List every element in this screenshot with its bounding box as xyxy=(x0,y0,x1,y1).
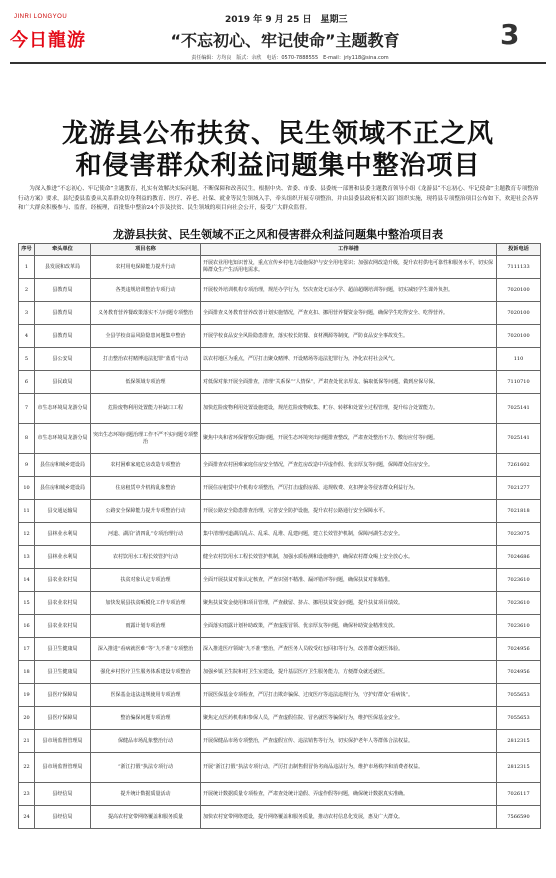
cell-measures: 加强乡镇卫生院和村卫生室建设，提升基层医疗卫生服务能力，方便群众就近就医。 xyxy=(201,661,497,684)
cell-measures: 聚焦中央和省环保督察反馈问题，开展生态环境突出问题排查整改，严肃查处整治不力、敷衍应付等问题。 xyxy=(201,424,497,454)
cell-lead-unit: 县市场监督管理局 xyxy=(35,730,91,753)
table-row xyxy=(19,569,541,592)
cell-project-name: 低保领域专项治理 xyxy=(91,371,201,394)
cell-hotline: 7021818 xyxy=(497,500,541,523)
cell-project-name: 提升统计数据质量活动 xyxy=(91,783,201,806)
cell-index: 16 xyxy=(19,615,35,638)
table-row xyxy=(19,546,541,569)
logo-subtitle: JINRI LONGYOU xyxy=(14,14,68,20)
cell-index: 19 xyxy=(19,684,35,707)
cell-measures: 加快农村宽带网络建设，提升网络覆盖和服务质量，推动农村信息化发展，惠及广大群众。 xyxy=(201,806,497,829)
headline-line-2: 和侵害群众利益问题集中整治项目 xyxy=(75,151,481,181)
issue-date: 2019 年 9 月 25 日 星期三 xyxy=(225,15,348,25)
cell-hotline: 7024686 xyxy=(497,546,541,569)
cell-project-name: 住房租赁中介机构乱象整治 xyxy=(91,477,201,500)
cell-measures: 全面落实雨露计划补助政策，严查虚报冒领、优亲厚友等问题，确保补助资金精准发放。 xyxy=(201,615,497,638)
cell-lead-unit: 县民政局 xyxy=(35,371,91,394)
cell-measures: 聚焦定点医药机构和参保人员，严查虚假住院、冒名就医等骗保行为，维护医保基金安全。 xyxy=(201,707,497,730)
cell-project-name: 深入推进“看病就医难”等“九不准”专项整治 xyxy=(91,638,201,661)
table-header-row xyxy=(19,244,541,256)
table-row xyxy=(19,730,541,753)
cell-lead-unit: 县教育局 xyxy=(35,325,91,348)
cell-measures: 全面排查农村困难家庭住房安全情况，严查危房改造中弄虚作假、优亲厚友等问题，保障群众住房安全。 xyxy=(201,454,497,477)
table-row xyxy=(19,661,541,684)
cell-project-name: 打击整治农村赌博违法犯罪“蓝盾”行动 xyxy=(91,348,201,371)
cell-project-name: 全县学校食品风险隐患问题集中整治 xyxy=(91,325,201,348)
cell-lead-unit: 县教育局 xyxy=(35,279,91,302)
cell-measures: 开展住房租赁中介机构专项整治，严厉打击虚假房源、违规收费、克扣押金等侵害群众利益行为。 xyxy=(201,477,497,500)
cell-hotline: 7020100 xyxy=(497,279,541,302)
cell-measures: 聚焦扶贫资金使用和项目管理，严查截留、挤占、挪用扶贫资金问题，提升扶贫项目绩效。 xyxy=(201,592,497,615)
cell-lead-unit: 县医疗保障局 xyxy=(35,707,91,730)
cell-hotline: 7026117 xyxy=(497,783,541,806)
cell-index: 9 xyxy=(19,454,35,477)
cell-measures: 全面排查义务教育营养改善计划实施情况，严查克扣、挪用营养餐资金等问题，确保学生吃得安全、吃得营养。 xyxy=(201,302,497,325)
table-row xyxy=(19,500,541,523)
cell-project-name: 农村用电保障能力提升行动 xyxy=(91,256,201,279)
cell-lead-unit: 县经信局 xyxy=(35,806,91,829)
cell-measures: 开展医保基金专项检查，严厉打击欺诈骗保、过度医疗等违法违规行为，守护好群众“看病钱”。 xyxy=(201,684,497,707)
cell-project-name: 河道、湖泊“清四乱”专项治理行动 xyxy=(91,523,201,546)
cell-hotline: 7023610 xyxy=(497,569,541,592)
cell-lead-unit: 县经信局 xyxy=(35,783,91,806)
headline-line-1: 龙游县公布扶贫、民生领域不正之风 xyxy=(61,119,494,149)
cell-project-name: 农村困难家庭危房改造专项整治 xyxy=(91,454,201,477)
cell-measures: 开展农业用电知识普及，重点宣传乡村电力设施保护与安全用电常识；加强农网改造升级，提升农村供电可靠性和服务水平，切实保障群众生产生活用电需求。 xyxy=(201,256,497,279)
table-row xyxy=(19,348,541,371)
cell-project-name: 强化乡村医疗卫生服务体系建设专项整治 xyxy=(91,661,201,684)
table-row xyxy=(19,783,541,806)
cell-measures: 全面开展扶贫对象认定核查，严查识别不精准、漏评错评等问题，确保扶贫对象精准。 xyxy=(201,569,497,592)
cell-measures: 开展学校食品安全风险隐患排查，落实校长陪餐、食材溯源等制度，严防食品安全事故发生。 xyxy=(201,325,497,348)
cell-index: 4 xyxy=(19,325,35,348)
cell-hotline: 7261602 xyxy=(497,454,541,477)
header-project-name: 项目名称 xyxy=(91,244,201,256)
table-row xyxy=(19,302,541,325)
cell-index: 2 xyxy=(19,279,35,302)
cell-measures: 以农村地区为重点，严厉打击聚众赌博、开设赌场等违法犯罪行为，净化农村社会风气。 xyxy=(201,348,497,371)
cell-hotline: 7055653 xyxy=(497,707,541,730)
cell-project-name: 加快发展县扶贫畈模化工作专项治理 xyxy=(91,592,201,615)
cell-hotline: 7023075 xyxy=(497,523,541,546)
cell-lead-unit: 县医疗保障局 xyxy=(35,684,91,707)
cell-project-name: “浙江打假”执法专项行动 xyxy=(91,753,201,783)
table-row xyxy=(19,684,541,707)
cell-project-name: 雨露计划专项治理 xyxy=(91,615,201,638)
cell-index: 1 xyxy=(19,256,35,279)
table-row xyxy=(19,477,541,500)
newspaper-logo: 今日龍游 xyxy=(10,30,86,51)
cell-lead-unit: 县卫生健康局 xyxy=(35,661,91,684)
cell-lead-unit: 县交通运输局 xyxy=(35,500,91,523)
header-measures: 工作举措 xyxy=(201,244,497,256)
table-row xyxy=(19,394,541,424)
table-title: 龙游县扶贫、民生领域不正之风和侵害群众利益问题集中整治项目表 xyxy=(113,228,443,241)
cell-index: 7 xyxy=(19,394,35,424)
table-row xyxy=(19,325,541,348)
table-row xyxy=(19,806,541,829)
cell-lead-unit: 县发展和改革局 xyxy=(35,256,91,279)
cell-lead-unit: 市生态环境局龙游分局 xyxy=(35,394,91,424)
cell-index: 20 xyxy=(19,707,35,730)
cell-hotline: 7020100 xyxy=(497,302,541,325)
cell-index: 12 xyxy=(19,523,35,546)
cell-measures: 开展校外培训机构专项治理，规范办学行为，坚决查处无证办学、超前超纲培训等问题，切实减轻学生课外负担。 xyxy=(201,279,497,302)
cell-measures: 开展统计数据质量专项检查，严肃查处统计造假、弄虚作假等问题，确保统计数据真实准确。 xyxy=(201,783,497,806)
cell-measures: 集中清理河道湖泊乱占、乱采、乱堆、乱建问题，建立长效管护机制，保障河湖生态安全。 xyxy=(201,523,497,546)
header-index: 序号 xyxy=(19,244,35,256)
cell-hotline: 7020100 xyxy=(497,325,541,348)
cell-hotline: 2812315 xyxy=(497,753,541,783)
cell-measures: 开展“浙江打假”执法专项行动，严厉打击制售假冒伪劣商品违法行为，维护市场秩序和消费者权益。 xyxy=(201,753,497,783)
cell-lead-unit: 县林业水利局 xyxy=(35,546,91,569)
cell-hotline: 7566590 xyxy=(497,806,541,829)
cell-measures: 开展公路安全隐患排查治理，完善安全防护设施，提升农村公路通行安全保障水平。 xyxy=(201,500,497,523)
cell-lead-unit: 县教育局 xyxy=(35,302,91,325)
cell-project-name: 医保基金违法违规使用专项治理 xyxy=(91,684,201,707)
cell-index: 24 xyxy=(19,806,35,829)
cell-lead-unit: 市生态环境局龙游分局 xyxy=(35,424,91,454)
cell-lead-unit: 县公安局 xyxy=(35,348,91,371)
header-divider xyxy=(10,62,546,64)
cell-lead-unit: 县住房和城乡建设局 xyxy=(35,454,91,477)
table-row xyxy=(19,638,541,661)
cell-project-name: 公路安全保障能力提升专项整治行动 xyxy=(91,500,201,523)
cell-lead-unit: 县卫生健康局 xyxy=(35,638,91,661)
cell-lead-unit: 县市场监督管理局 xyxy=(35,753,91,783)
cell-hotline: 2812315 xyxy=(497,730,541,753)
cell-lead-unit: 县农业农村局 xyxy=(35,592,91,615)
cell-index: 18 xyxy=(19,661,35,684)
page-number: 3 xyxy=(500,18,520,51)
cell-lead-unit: 县农业农村局 xyxy=(35,569,91,592)
cell-index: 3 xyxy=(19,302,35,325)
cell-hotline: 110 xyxy=(497,348,541,371)
cell-index: 10 xyxy=(19,477,35,500)
cell-measures: 健全农村饮用水工程长效管护机制，加强水质检测和设施维护，确保农村群众喝上安全放心水。 xyxy=(201,546,497,569)
header-lead-unit: 牵头单位 xyxy=(35,244,91,256)
table-row xyxy=(19,615,541,638)
cell-index: 23 xyxy=(19,783,35,806)
cell-index: 22 xyxy=(19,753,35,783)
cell-hotline: 7025141 xyxy=(497,424,541,454)
cell-hotline: 7055653 xyxy=(497,684,541,707)
cell-project-name: 整治骗保问题专项治理 xyxy=(91,707,201,730)
table-row xyxy=(19,454,541,477)
cell-hotline: 7024956 xyxy=(497,638,541,661)
table-row xyxy=(19,256,541,279)
table-row xyxy=(19,279,541,302)
cell-hotline: 7110710 xyxy=(497,371,541,394)
table-row xyxy=(19,523,541,546)
cell-index: 21 xyxy=(19,730,35,753)
cell-index: 11 xyxy=(19,500,35,523)
table-row xyxy=(19,753,541,783)
projects-table xyxy=(18,243,541,829)
cell-index: 15 xyxy=(19,592,35,615)
table-row xyxy=(19,592,541,615)
cell-index: 5 xyxy=(19,348,35,371)
cell-project-name: 扶贫对象认定专项治理 xyxy=(91,569,201,592)
cell-measures: 深入推进医疗领域“九不准”整治，严查医务人员收受红包回扣等行为，改善群众就医体验。 xyxy=(201,638,497,661)
edition-title: “不忘初心、牢记使命”主题教育 xyxy=(170,31,400,50)
cell-measures: 开展保健品市场专项整治，严查虚假宣传、违法销售等行为，切实保护老年人等群体合法权益。 xyxy=(201,730,497,753)
cell-hotline: 7025141 xyxy=(497,394,541,424)
table-row xyxy=(19,371,541,394)
intro-paragraph: 为深入推进“不忘初心、牢记使命”主题教育，扎实有效解决实际问题，不断保障和改善民生，根据中央、省委、市委、县委统一部署和县委主题教育领导小组《龙游县“不忘初心、牢记使命”主题教育专项整治行动方案》要求，县纪委县监委从关系群众切身利益的教育、医疗、养老、社保、就业等民生领域入手，牵头组织开展专项整治，并由县委县政府相关部门组织实施，现将县专项整治项目公布如下，欢迎社会各界和广大群众积极参与、监督。经梳理，首批集中整治24个涉及扶贫、民生领域的项目向社会公开，接受广大群众监督。 xyxy=(18,186,539,211)
table-row xyxy=(19,707,541,730)
cell-index: 6 xyxy=(19,371,35,394)
cell-index: 14 xyxy=(19,569,35,592)
cell-project-name: 提高农村宽带网络覆盖和服务质量 xyxy=(91,806,201,829)
cell-hotline: 7024956 xyxy=(497,661,541,684)
editor-line: 责任编辑：方均良 版式：余欣 电话：0570-7888555 E-mail：jrly118@sina.com xyxy=(191,55,389,61)
cell-hotline: 7021277 xyxy=(497,477,541,500)
table-row xyxy=(19,424,541,454)
cell-project-name: 农村饮用水工程长效管护行动 xyxy=(91,546,201,569)
cell-lead-unit: 县住房和城乡建设局 xyxy=(35,477,91,500)
masthead xyxy=(0,0,556,62)
cell-index: 8 xyxy=(19,424,35,454)
cell-hotline: 7023610 xyxy=(497,592,541,615)
cell-project-name: 义务教育营养餐政策落实不力问题专项整治 xyxy=(91,302,201,325)
cell-index: 13 xyxy=(19,546,35,569)
cell-hotline: 7023610 xyxy=(497,615,541,638)
cell-index: 17 xyxy=(19,638,35,661)
cell-lead-unit: 县农业农村局 xyxy=(35,615,91,638)
cell-project-name: 保健品市场乱象整治行动 xyxy=(91,730,201,753)
cell-lead-unit: 县林业水利局 xyxy=(35,523,91,546)
cell-project-name: 各类违规培训整治专项行动 xyxy=(91,279,201,302)
cell-measures: 对低保对象开展全面排查，清理“关系保”“人情保”，严肃查处优亲厚友、骗取低保等问题，做到应保尽保。 xyxy=(201,371,497,394)
header-hotline: 投诉电话 xyxy=(497,244,541,256)
cell-hotline: 7111133 xyxy=(497,256,541,279)
cell-project-name: 突出生态环境问题治理工作不严不实问题专项整治 xyxy=(91,424,201,454)
cell-project-name: 危险废物利用处置能力补缺口工程 xyxy=(91,394,201,424)
cell-measures: 加快危险废物利用处置设施建设，规范危险废物收集、贮存、转移和处置全过程管理，提升综合处置能力。 xyxy=(201,394,497,424)
